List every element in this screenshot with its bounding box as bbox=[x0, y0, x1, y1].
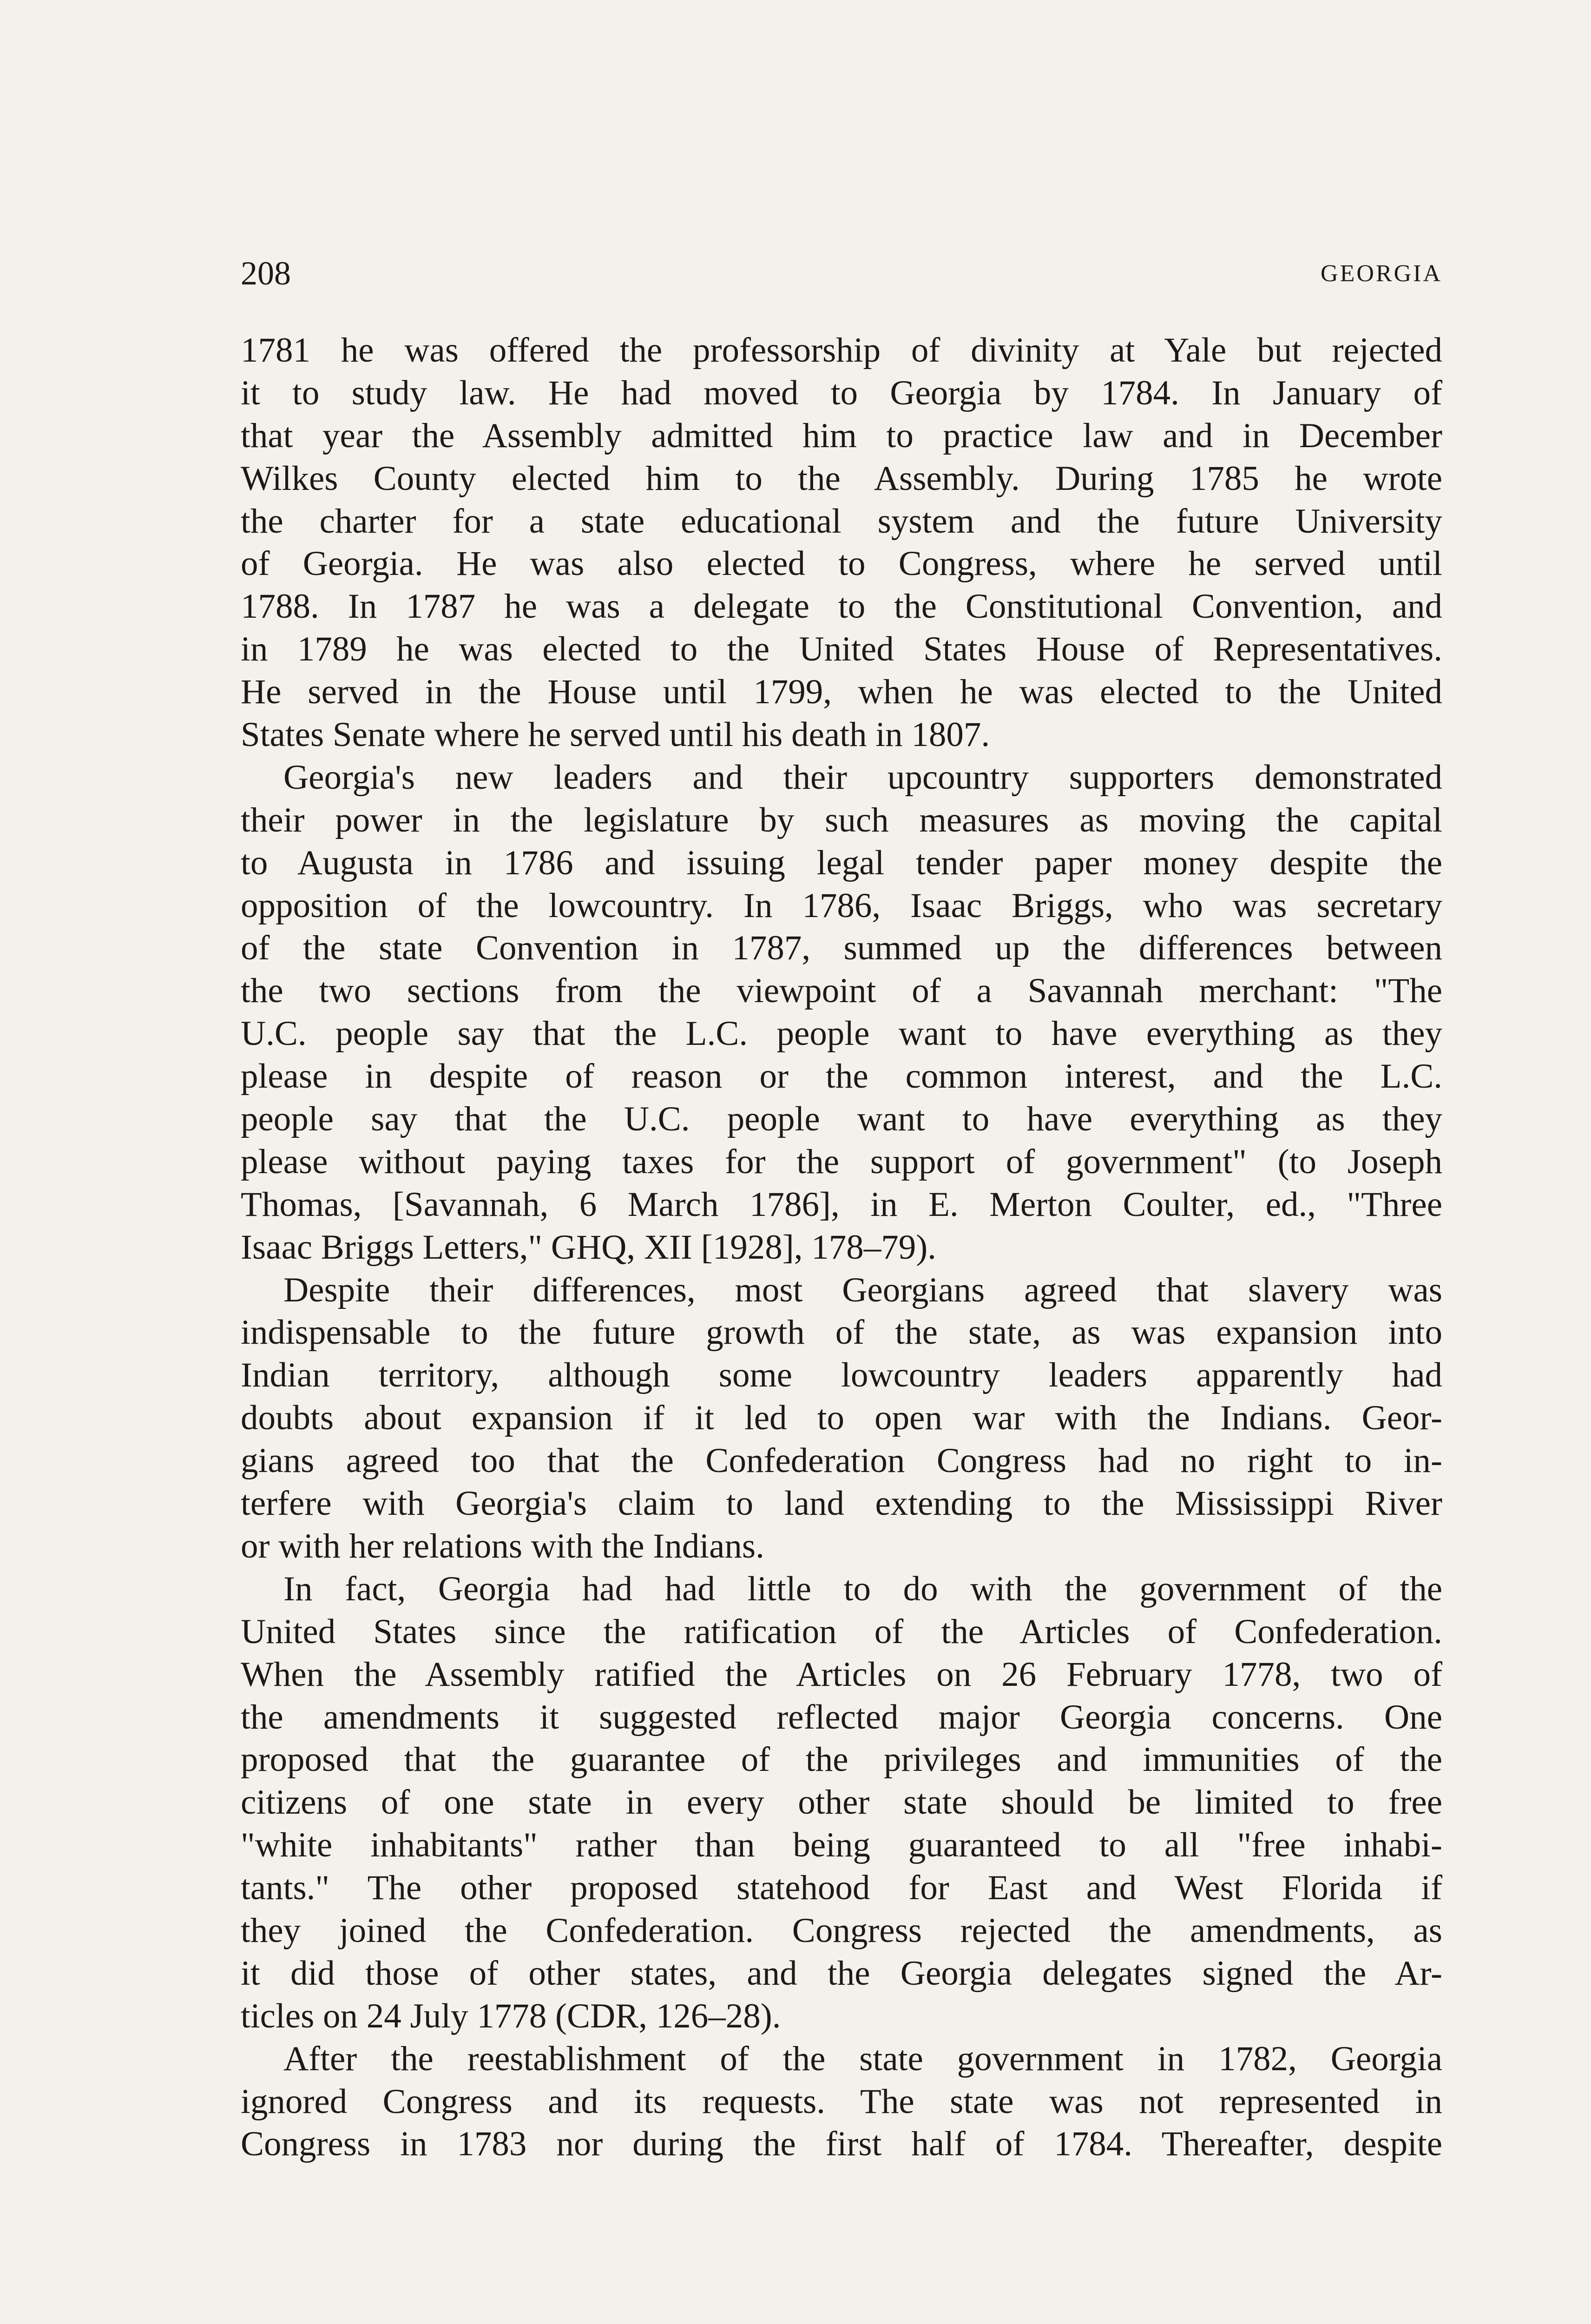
text-line: terfere with Georgia's claim to land extending to the Mississippi River bbox=[241, 1484, 1442, 1523]
text-line: gians agreed too that the Confederation Congress had no right to in- bbox=[241, 1441, 1442, 1480]
text-line: they joined the Confederation. Congress rejected the amendments, as bbox=[241, 1911, 1442, 1950]
text-line: "white inhabitants" rather than being guaranteed to all "free inhabi- bbox=[241, 1826, 1442, 1865]
running-head bbox=[241, 255, 1442, 292]
text-line: the two sections from the viewpoint of a Savannah merchant: "The bbox=[241, 971, 1442, 1010]
text-line: Isaac Briggs Letters," GHQ, XII [1928], 178–79). bbox=[241, 1228, 936, 1267]
text-line: Congress in 1783 nor during the first half of 1784. Thereafter, despite bbox=[241, 2125, 1442, 2164]
text-line: it to study law. He had moved to Georgia by 1784. In January of bbox=[241, 373, 1442, 412]
text-line: please in despite of reason or the common interest, and the L.C. bbox=[241, 1057, 1442, 1096]
text-line: States Senate where he served until his death in 1807. bbox=[241, 715, 990, 754]
paragraph bbox=[241, 1568, 1442, 2038]
text-line: people say that the U.C. people want to have everything as they bbox=[241, 1100, 1442, 1139]
text-line: tants." The other proposed statehood for East and West Florida if bbox=[241, 1868, 1442, 1908]
text-line: When the Assembly ratified the Articles on 26 February 1778, two of bbox=[241, 1655, 1442, 1694]
paragraph bbox=[241, 756, 1442, 1269]
text-line: opposition of the lowcountry. In 1786, Isaac Briggs, who was secretary bbox=[241, 886, 1442, 925]
paragraph bbox=[241, 329, 1442, 756]
text-line: their power in the legislature by such measures as moving the capital bbox=[241, 800, 1442, 839]
text-line: Wilkes County elected him to the Assembly. During 1785 he wrote bbox=[241, 459, 1442, 498]
text-line: it did those of other states, and the Georgia delegates signed the Ar- bbox=[241, 1954, 1442, 1993]
text-line: U.C. people say that the L.C. people want to have everything as they bbox=[241, 1014, 1442, 1053]
text-line: the amendments it suggested reflected major Georgia concerns. One bbox=[241, 1697, 1442, 1736]
text-line: Indian territory, although some lowcountry leaders apparently had bbox=[241, 1356, 1442, 1395]
text-line: please without paying taxes for the support of government" (to Joseph bbox=[241, 1142, 1442, 1181]
text-line: 1781 he was offered the professorship of divinity at Yale but rejected bbox=[241, 331, 1442, 370]
paragraph bbox=[241, 1269, 1442, 1568]
text-line: of Georgia. He was also elected to Congress, where he served until bbox=[241, 544, 1442, 583]
page-number: 208 bbox=[241, 255, 291, 292]
body-text bbox=[241, 329, 1442, 2166]
text-line: Despite their differences, most Georgians agreed that slavery was bbox=[283, 1270, 1442, 1309]
text-line: Georgia's new leaders and their upcountry supporters demonstrated bbox=[283, 758, 1442, 797]
text-line: that year the Assembly admitted him to practice law and in December bbox=[241, 416, 1442, 455]
text-line: indispensable to the future growth of the state, as was expansion into bbox=[241, 1313, 1442, 1352]
text-line: citizens of one state in every other state should be limited to free bbox=[241, 1783, 1442, 1822]
text-line: ignored Congress and its requests. The state was not represented in bbox=[241, 2082, 1442, 2121]
text-line: 1788. In 1787 he was a delegate to the Constitutional Convention, and bbox=[241, 587, 1442, 626]
text-line: Thomas, [Savannah, 6 March 1786], in E. Merton Coulter, ed., "Three bbox=[241, 1185, 1442, 1224]
section-title: GEORGIA bbox=[1321, 260, 1442, 287]
text-line: or with her relations with the Indians. bbox=[241, 1526, 764, 1565]
text-line: the charter for a state educational system and the future University bbox=[241, 502, 1442, 541]
text-line: In fact, Georgia had had little to do with the government of the bbox=[283, 1569, 1442, 1608]
text-line: proposed that the guarantee of the privileges and immunities of the bbox=[241, 1740, 1442, 1779]
text-line: United States since the ratification of the Articles of Confederation. bbox=[241, 1612, 1442, 1651]
text-line: ticles on 24 July 1778 (CDR, 126–28). bbox=[241, 1996, 781, 2035]
text-line: doubts about expansion if it led to open war with the Indians. Geor- bbox=[241, 1399, 1442, 1438]
text-line: He served in the House until 1799, when he was elected to the United bbox=[241, 673, 1442, 712]
text-line: of the state Convention in 1787, summed up the differences between bbox=[241, 929, 1442, 968]
paragraph bbox=[241, 2038, 1442, 2166]
text-line: After the reestablishment of the state government in 1782, Georgia bbox=[283, 2039, 1442, 2078]
text-line: in 1789 he was elected to the United States House of Representatives. bbox=[241, 630, 1442, 669]
text-line: to Augusta in 1786 and issuing legal tender paper money despite the bbox=[241, 843, 1442, 882]
